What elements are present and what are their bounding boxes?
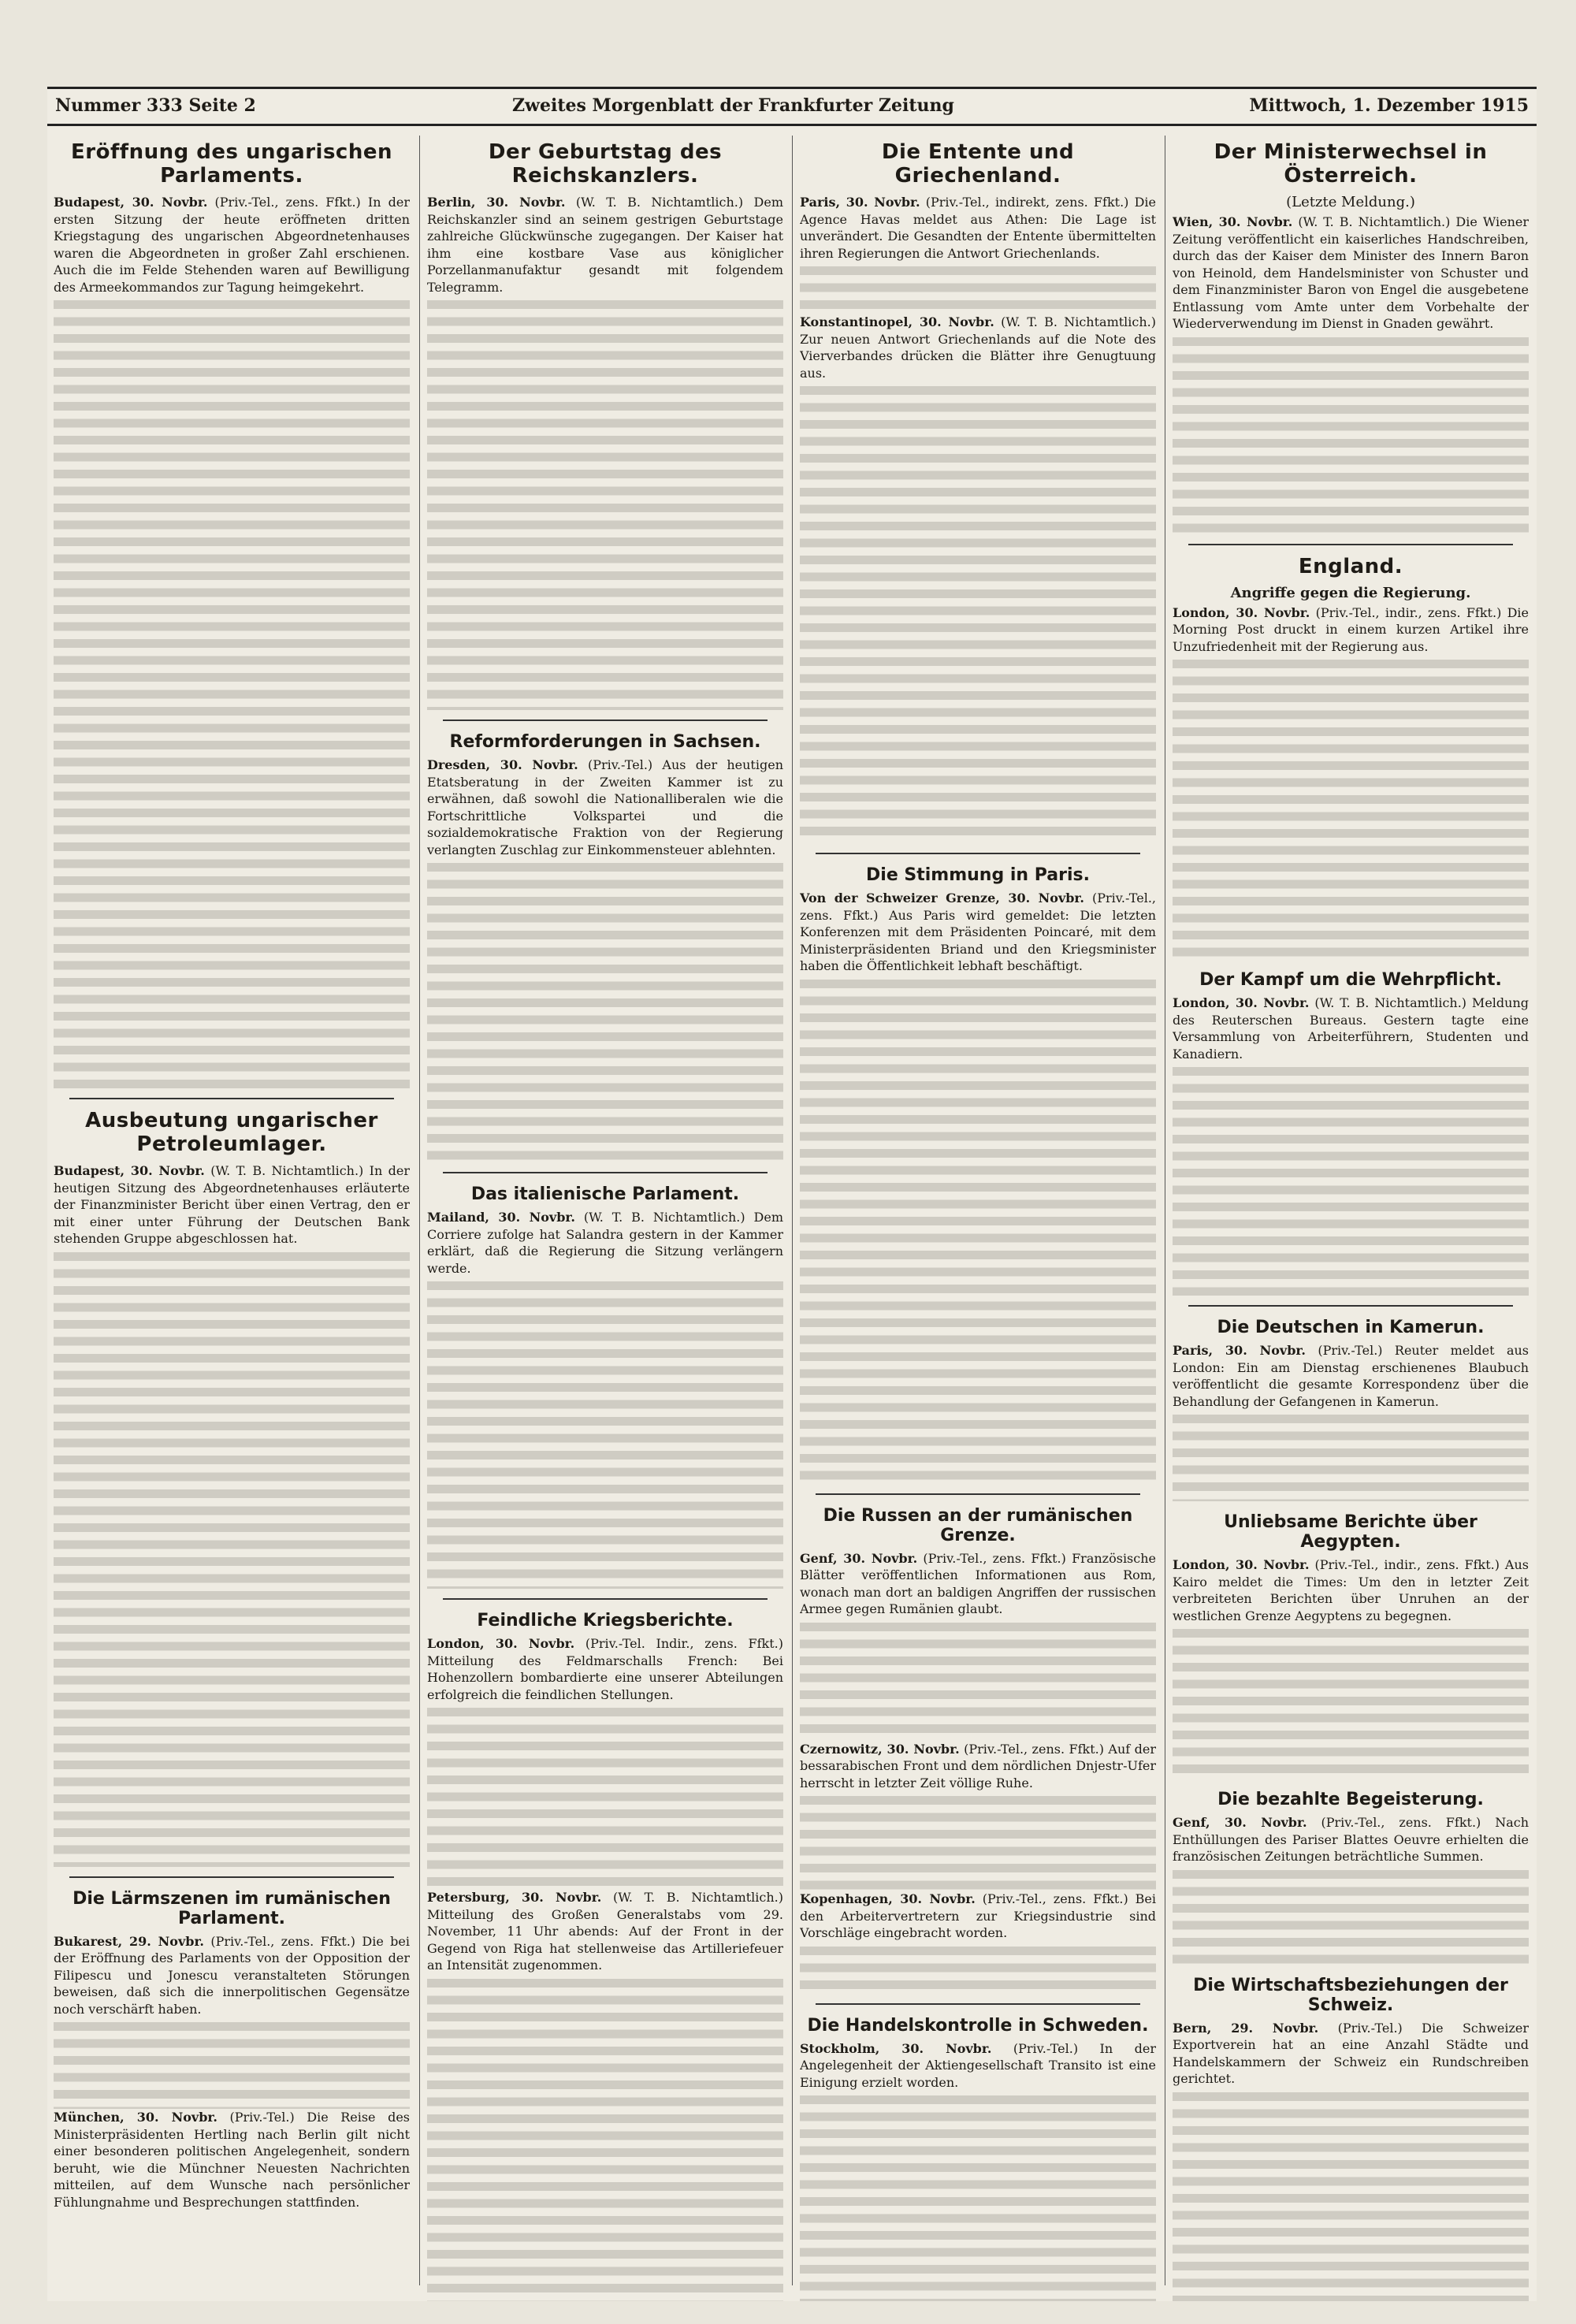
dateline: Budapest, 30. Novbr. bbox=[54, 1163, 205, 1178]
section-rule bbox=[69, 1098, 394, 1099]
article-body: Bern, 29. Novbr. (Priv.-Tel.) Die Schweizer Exportverein hat an eine Anzahl Städte und Handelskammern der Schweiz ein Rundschreiben gerichtet. bbox=[1173, 2020, 1529, 2086]
dateline: Czernowitz, 30. Novbr. bbox=[800, 1741, 960, 1757]
text-continued bbox=[800, 266, 1156, 314]
dateline: Kopenhagen, 30. Novbr. bbox=[800, 1891, 976, 1906]
dateline: Berlin, 30. Novbr. bbox=[427, 195, 566, 210]
dateline: Bukarest, 29. Novbr. bbox=[54, 1933, 204, 1949]
article-headline: Das italienische Parlament. bbox=[470, 1184, 740, 1204]
dateline: Budapest, 30. Novbr. bbox=[54, 195, 208, 210]
article-headline: Der Geburtstag des Reichskanzlers. bbox=[488, 140, 723, 188]
article-headline: Die Stimmung in Paris. bbox=[866, 865, 1090, 885]
article-body: London, 30. Novbr. (Priv.-Tel., indir., zens. Ffkt.) Die Morning Post druckt in einem kurzen Artikel ihre Unzufriedenheit mit der Regierung aus. bbox=[1173, 604, 1529, 654]
article-body: Petersburg, 30. Novbr. (W. T. B. Nichtamtlich.) Mitteilung des Großen Generalstabs vom 29. November, 11 Uhr abends: Auf der Front in der Gegend von Riga hat stellenweise das Artilleriefeuer an Intensität zugenommen. bbox=[427, 1890, 783, 1973]
column-2 bbox=[427, 136, 783, 2301]
text-continued bbox=[800, 1623, 1156, 1741]
article-body: Genf, 30. Novbr. (Priv.-Tel., zens. Ffkt.) Französische Blätter veröffentlichen Informationen aus Rom, wonach man dort an baldigen Angriffen der russischen Armee gegen Rumänien glaubt. bbox=[800, 1550, 1156, 1616]
article-headline: England. bbox=[1298, 554, 1403, 578]
article-body: London, 30. Novbr. (Priv.-Tel., indir., zens. Ffkt.) Aus Kairo meldet die Times: Um den in letzter Zeit verbreiteten Berichten über Unruhen an der westlichen Grenze Aegyptens zu begegnen. bbox=[1173, 1557, 1529, 1623]
article-body: London, 30. Novbr. (Priv.-Tel. Indir., zens. Ffkt.) Mitteilung des Feldmarschalls French: Bei Hohenzollern bombardierte eine unserer Abteilungen erfolgreich die feindlichen Stellungen. bbox=[427, 1636, 783, 1702]
dateline: London, 30. Novbr. bbox=[1173, 1557, 1310, 1572]
article-headline: Reformforderungen in Sachsen. bbox=[449, 732, 761, 752]
text-continued bbox=[800, 386, 1156, 843]
section-rule bbox=[1188, 544, 1513, 545]
text-continued bbox=[54, 1252, 410, 1867]
text-continued bbox=[1173, 1415, 1529, 1501]
column-1 bbox=[54, 136, 410, 2301]
article-headline: Die bezahlte Begeisterung. bbox=[1217, 1790, 1484, 1809]
article-body: Budapest, 30. Novbr. (Priv.-Tel., zens. Ffkt.) In der ersten Sitzung der heute eröffneten dritten Kriegstagung des ungarischen Abgeordnetenhauses waren die Abgeordneten in großer Zahl erschienen. Auch die im Felde Stehenden waren auf Bewilligung des Armeekommandos zur Tagung heimgekehrt. bbox=[54, 195, 410, 295]
article-headline: Der Kampf um die Wehrpflicht. bbox=[1199, 970, 1502, 990]
text-continued bbox=[800, 1947, 1156, 1994]
text-continued bbox=[427, 1708, 783, 1889]
dateline: London, 30. Novbr. bbox=[427, 1636, 575, 1651]
dateline: Petersburg, 30. Novbr. bbox=[427, 1890, 602, 1905]
page-number: Nummer 333 Seite 2 bbox=[55, 95, 256, 116]
dateline: Stockholm, 30. Novbr. bbox=[800, 2040, 992, 2056]
masthead bbox=[47, 87, 1537, 126]
article-headline: Feindliche Kriegsberichte. bbox=[477, 1611, 734, 1631]
text-continued bbox=[800, 1796, 1156, 1891]
section-rule bbox=[69, 1876, 394, 1878]
dateline: Paris, 30. Novbr. bbox=[1173, 1343, 1306, 1358]
text-continued bbox=[800, 2095, 1156, 2301]
article-body: Paris, 30. Novbr. (Priv.-Tel., indirekt, zens. Ffkt.) Die Agence Havas meldet aus Athen: Die Lage ist unverändert. Die Gesandten der Entente übermittelten ihren Regierungen die Antwort Griechenlands. bbox=[800, 195, 1156, 261]
text-continued bbox=[1173, 1870, 1529, 1965]
text-continued bbox=[1173, 337, 1529, 534]
text-continued bbox=[1173, 660, 1529, 959]
article-headline: Der Ministerwechsel in Österreich. bbox=[1214, 140, 1488, 188]
dateline: München, 30. Novbr. bbox=[54, 2110, 217, 2125]
section-rule bbox=[816, 1493, 1140, 1495]
article-headline: Die Wirtschaftsbeziehungen der Schweiz. bbox=[1193, 1975, 1508, 2015]
article-body: Stockholm, 30. Novbr. (Priv.-Tel.) In der Angelegenheit der Aktiengesellschaft Transito ist eine Einigung erzielt worden. bbox=[800, 2040, 1156, 2090]
article-headline: Die Entente und Griechenland. bbox=[881, 140, 1075, 188]
column-3 bbox=[800, 136, 1156, 2301]
section-rule bbox=[443, 720, 768, 721]
text-continued bbox=[427, 863, 783, 1162]
text-continued bbox=[427, 1979, 783, 2302]
newspaper-name: Zweites Morgenblatt der Frankfurter Zeitung bbox=[512, 95, 954, 116]
section-rule bbox=[816, 853, 1140, 854]
section-rule bbox=[443, 1172, 768, 1173]
article-body: Konstantinopel, 30. Novbr. (W. T. B. Nichtamtlich.) Zur neuen Antwort Griechenlands auf die Note des Vierverbandes drücken die Blätter ihre Genugtuung aus. bbox=[800, 314, 1156, 381]
text-continued bbox=[54, 300, 410, 1088]
article-body: Budapest, 30. Novbr. (W. T. B. Nichtamtlich.) In der heutigen Sitzung des Abgeordnetenhauses erläuterte der Finanzminister Bericht über einen Vertrag, den er mit einer unter Führung der Deutschen Bank stehenden Gruppe abgeschlossen hat. bbox=[54, 1163, 410, 1246]
article-body: Wien, 30. Novbr. (W. T. B. Nichtamtlich.) Die Wiener Zeitung veröffentlicht ein kaiserliches Handschreiben, durch das der Kaiser dem Minister des Innern Baron von Heinold, dem Handelsminister von Schuster und dem Finanzminister Baron von Engel die ausgebetene Entlassung vom Amte unter dem Vorbehalte der Wiederverwendung im Dienst in Gnaden gewährt. bbox=[1173, 214, 1529, 331]
article-body: Paris, 30. Novbr. (Priv.-Tel.) Reuter meldet aus London: Ein am Dienstag erschienenes Blaubuch veröffentlicht die gesamte Korrespondenz über die Behandlung der Gefangenen in Kamerun. bbox=[1173, 1343, 1529, 1409]
article-body: Kopenhagen, 30. Novbr. (Priv.-Tel., zens. Ffkt.) Bei den Arbeitervertretern zur Kriegsindustrie sind Vorschläge eingebracht worden. bbox=[800, 1891, 1156, 1940]
article-subhead: (Letzte Meldung.) bbox=[1286, 194, 1415, 210]
dateline: Mailand, 30. Novbr. bbox=[427, 1210, 575, 1225]
article-body: Von der Schweizer Grenze, 30. Novbr. (Priv.-Tel., zens. Ffkt.) Aus Paris wird gemeldet: Die letzten Konferenzen mit dem Präsidenten Poincaré, mit dem Ministerpräsidenten Briand und den Kriegsminister haben die Öffentlichkeit lebhaft beschäftigt. bbox=[800, 891, 1156, 973]
dateline: Paris, 30. Novbr. bbox=[800, 195, 920, 210]
article-headline: Eröffnung des ungarischen Parlaments. bbox=[71, 140, 392, 188]
column-4 bbox=[1173, 136, 1529, 2301]
text-continued bbox=[54, 2022, 410, 2109]
article-subhead: Angriffe gegen die Regierung. bbox=[1230, 584, 1471, 601]
article-body: Mailand, 30. Novbr. (W. T. B. Nichtamtlich.) Dem Corriere zufolge hat Salandra gestern in der Kammer erklärt, daß die Regierung die Sitzung verlängern werde. bbox=[427, 1210, 783, 1276]
article-body: Berlin, 30. Novbr. (W. T. B. Nichtamtlich.) Dem Reichskanzler sind an seinem gestrigen Geburtstage zahlreiche Glückwünsche zugegangen. Der Kaiser hat ihm eine kostbare Vase aus königlicher Porzellanmanufaktur gesandt mit folgendem Telegramm. bbox=[427, 195, 783, 295]
dateline: Genf, 30. Novbr. bbox=[1173, 1815, 1307, 1830]
article-body: Dresden, 30. Novbr. (Priv.-Tel.) Aus der heutigen Etatsberatung in der Zweiten Kammer ist zu erwähnen, daß sowohl die Nationalliberalen wie die Fortschrittliche Volkspartei und die sozialdemokratische Fraktion von der Regierung verlangten Zuschlag zur Einkommensteuer ablehnten. bbox=[427, 757, 783, 857]
article-headline: Die Deutschen in Kamerun. bbox=[1217, 1318, 1485, 1337]
text-continued bbox=[1173, 1067, 1529, 1296]
article-body: Bukarest, 29. Novbr. (Priv.-Tel., zens. Ffkt.) Die bei der Eröffnung des Parlaments von der Opposition der Filipescu und Jonescu veranstalteten Störungen beweisen, daß sich die innerpolitischen Gegensätze noch verschärft haben. bbox=[54, 1933, 410, 2017]
section-rule bbox=[443, 1598, 768, 1600]
dateline: London, 30. Novbr. bbox=[1173, 604, 1310, 620]
dateline: Genf, 30. Novbr. bbox=[800, 1550, 918, 1566]
article-body: München, 30. Novbr. (Priv.-Tel.) Die Reise des Ministerpräsidenten Hertling nach Berlin gilt nicht einer besonderen politischen Angelegenheit, sondern beruht, wie die Münchner Neuesten Nachrichten mitteilen, auf dem Wunsche nach persönlicher Fühlungnahme und Besprechungen stattfinden. bbox=[54, 2110, 410, 2210]
article-headline: Ausbeutung ungarischer Petroleumlager. bbox=[85, 1109, 378, 1156]
text-continued bbox=[800, 980, 1156, 1484]
dateline: Bern, 29. Novbr. bbox=[1173, 2020, 1319, 2036]
issue-date: Mittwoch, 1. Dezember 1915 bbox=[1249, 95, 1529, 116]
section-rule bbox=[1188, 1305, 1513, 1307]
article-body: Genf, 30. Novbr. (Priv.-Tel., zens. Ffkt.) Nach Enthüllungen des Pariser Blattes Oeuvre erhielten die französischen Zeitungen beträchtliche Summen. bbox=[1173, 1815, 1529, 1864]
section-rule bbox=[816, 2003, 1140, 2005]
text-continued bbox=[427, 1281, 783, 1589]
dateline: London, 30. Novbr. bbox=[1173, 995, 1310, 1010]
article-body: London, 30. Novbr. (W. T. B. Nichtamtlich.) Meldung des Reuterschen Bureaus. Gestern tagte eine Versammlung von Arbeiterführern, Studenten und Kanadiern. bbox=[1173, 995, 1529, 1062]
article-headline: Unliebsame Berichte über Aegypten. bbox=[1224, 1512, 1478, 1552]
dateline: Dresden, 30. Novbr. bbox=[427, 757, 578, 772]
text-continued bbox=[1173, 2092, 1529, 2302]
text-continued bbox=[1173, 1629, 1529, 1779]
article-headline: Die Russen an der rumänischen Grenze. bbox=[823, 1505, 1133, 1545]
dateline: Konstantinopel, 30. Novbr. bbox=[800, 314, 994, 329]
text-continued bbox=[427, 300, 783, 710]
newspaper-page bbox=[47, 87, 1537, 2301]
article-body: Czernowitz, 30. Novbr. (Priv.-Tel., zens. Ffkt.) Auf der bessarabischen Front und dem nördlichen Dnjestr-Ufer herrscht in letzter Zeit völlige Ruhe. bbox=[800, 1741, 1156, 1790]
article-headline: Die Handelskontrolle in Schweden. bbox=[807, 2015, 1149, 2036]
article-headline: Die Lärmszenen im rumänischen Parlament. bbox=[72, 1888, 391, 1928]
dateline: Wien, 30. Novbr. bbox=[1173, 214, 1293, 229]
dateline: Von der Schweizer Grenze, 30. Novbr. bbox=[800, 891, 1084, 905]
